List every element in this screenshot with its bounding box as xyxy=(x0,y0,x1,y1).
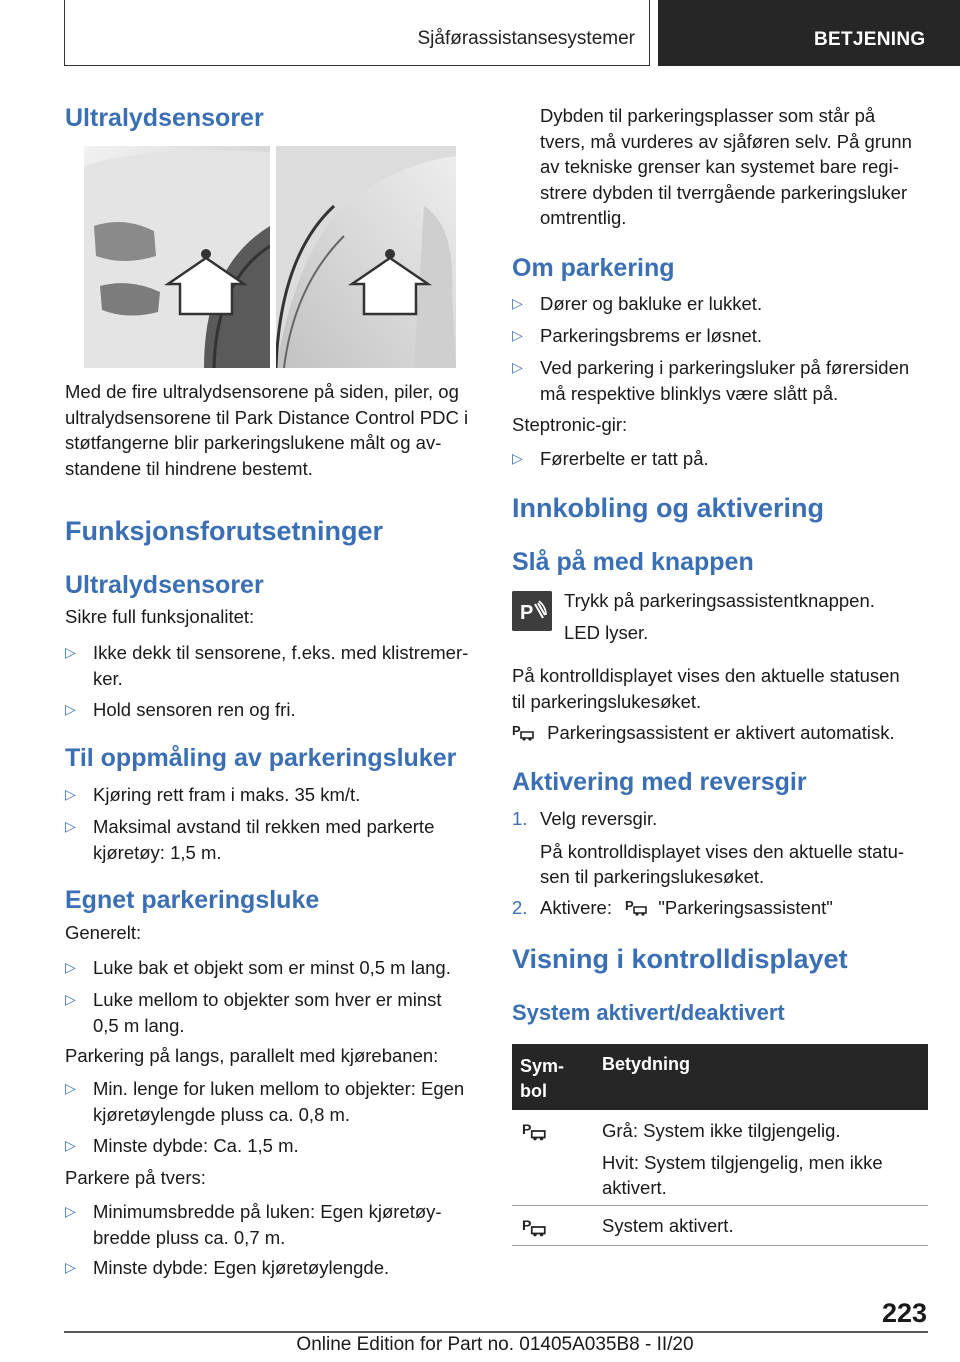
step-number: 2. xyxy=(512,897,528,918)
svg-text:P: P xyxy=(522,1121,532,1138)
bullet-triangle-icon: ▷ xyxy=(512,359,523,375)
list-item-text: Minimumsbredde på luken: Egen kjøretøy- xyxy=(93,1201,442,1222)
heading-egnet-parkeringsluke: Egnet parkeringsluke xyxy=(65,886,320,914)
list-item xyxy=(65,640,481,691)
paragraph-line: tvers, må vurderes av sjåføren selv. På grunn xyxy=(540,130,912,152)
bullet-triangle-icon: ▷ xyxy=(512,327,523,343)
text-auto-row xyxy=(512,720,932,746)
list-item-text: kjøretøylengde pluss ca. 0,8 m. xyxy=(93,1103,351,1125)
svg-text:P: P xyxy=(522,1217,532,1234)
figure-caption xyxy=(65,379,481,481)
paragraph-line: av tekniske grenser kan systemet bare regi- xyxy=(540,156,899,177)
header-chapter-title: BETJENING xyxy=(814,29,926,50)
list-item-text: Kjøring rett fram i maks. 35 km/t. xyxy=(93,784,361,805)
bullet-triangle-icon: ▷ xyxy=(65,959,76,975)
list-item-text: Luke mellom to objekter som hver er minst xyxy=(93,989,442,1010)
header-text: bol xyxy=(520,1081,547,1101)
heading-ultralydsensorer: Ultralydsensorer xyxy=(65,104,264,132)
text-tvers: Parkere på tvers: xyxy=(65,1167,206,1188)
list-item xyxy=(65,1133,481,1159)
bullet-triangle-icon: ▷ xyxy=(65,818,76,834)
paragraph-line: På kontrolldisplayet vises den aktuelle statusen xyxy=(512,665,900,686)
list-item-text: Min. lenge for luken mellom to objekter: Egen xyxy=(93,1078,465,1099)
step-item xyxy=(512,895,932,921)
bullet-triangle-icon: ▷ xyxy=(65,786,76,802)
paragraph-dybden xyxy=(540,103,932,231)
table-cell-text xyxy=(602,1118,883,1201)
table-cell-text: System aktivert. xyxy=(602,1215,734,1236)
list-item xyxy=(65,782,481,808)
list-item-text: Hold sensoren ren og fri. xyxy=(93,699,296,720)
parking-assistant-button-icon xyxy=(512,591,552,631)
text-led: LED lyser. xyxy=(564,622,649,643)
bullet-triangle-icon: ▷ xyxy=(512,295,523,311)
parking-assistant-icon xyxy=(625,897,649,917)
step-number: 1. xyxy=(512,808,528,829)
heading-visning: Visning i kontrolldisplayet xyxy=(512,944,848,974)
step-text: Aktivere: xyxy=(540,897,612,918)
header-section-box xyxy=(64,0,650,66)
header-section-title: Sjåførassistansesystemer xyxy=(417,28,635,49)
caption-line: standene til hindrene bestemt. xyxy=(65,457,313,479)
text-auto: Parkeringsassistent er aktivert automatisk. xyxy=(547,722,895,743)
list-item-text: bredde pluss ca. 0,7 m. xyxy=(93,1226,286,1248)
heading-funksjonsforutsetninger: Funksjonsforutsetninger xyxy=(65,516,384,546)
list-item xyxy=(65,1199,481,1250)
list-item-text: 0,5 m lang. xyxy=(93,1014,185,1036)
step-text: På kontrolldisplayet vises den aktuelle statu- xyxy=(540,840,905,862)
bullet-triangle-icon: ▷ xyxy=(65,1203,76,1219)
page-number: 223 xyxy=(882,1298,928,1328)
bullet-triangle-icon: ▷ xyxy=(65,1259,76,1275)
symbol-table xyxy=(512,1044,928,1246)
list-item-text: Minste dybde: Ca. 1,5 m. xyxy=(93,1135,299,1156)
text-sikre: Sikre full funksjonalitet: xyxy=(65,606,255,627)
footer-divider xyxy=(64,1331,928,1333)
table-header xyxy=(512,1044,928,1110)
list-item-text: Minste dybde: Egen kjøretøylengde. xyxy=(93,1257,390,1278)
list-item-text: ker. xyxy=(93,667,123,689)
bullet-triangle-icon: ▷ xyxy=(65,991,76,1007)
paragraph-line: strere dybden til tverrgående parkeringsluker xyxy=(540,181,908,203)
table-row xyxy=(512,1110,928,1206)
step-text: Velg reversgir. xyxy=(540,808,658,829)
list-item-text: Luke bak et objekt som er minst 0,5 m lang. xyxy=(93,957,451,978)
paragraph-line: Dybden til parkeringsplasser som står på xyxy=(540,105,876,126)
heading-om-parkering: Om parkering xyxy=(512,254,675,282)
cell-line: Hvit: System tilgjengelig, men ikke xyxy=(602,1151,883,1173)
bullet-triangle-icon: ▷ xyxy=(65,1137,76,1153)
parking-assistant-icon xyxy=(522,1120,548,1142)
step-text: sen til parkeringslukesøket. xyxy=(540,866,765,887)
step-text: "Parkeringsassistent" xyxy=(658,897,833,918)
list-item-text: Førerbelte er tatt på. xyxy=(540,448,709,469)
bullet-triangle-icon: ▷ xyxy=(512,450,523,466)
caption-line: støtfangerne blir parkeringslukene målt og av- xyxy=(65,432,442,453)
parking-assistant-active-icon xyxy=(522,1216,548,1238)
list-item-text: Parkeringsbrems er løsnet. xyxy=(540,325,763,346)
cell-line: Grå: System ikke tilgjengelig. xyxy=(602,1120,841,1141)
text-trykk: Trykk på parkeringsassistentknappen. xyxy=(564,590,875,611)
table-row xyxy=(512,1206,928,1246)
header-chapter-box xyxy=(658,0,960,66)
list-item-text: må respektive blinklys være slått på. xyxy=(540,382,839,404)
list-item-text: Ikke dekk til sensorene, f.eks. med klistremer- xyxy=(93,642,469,663)
list-item xyxy=(512,323,932,349)
table-header-symbol xyxy=(520,1054,564,1104)
list-item xyxy=(65,987,481,1038)
caption-line: Med de fire ultralydsensorene på siden, piler, og xyxy=(65,381,459,402)
list-item-text: kjøretøy: 1,5 m. xyxy=(93,841,222,863)
text-steptronic: Steptronic-gir: xyxy=(512,414,628,435)
table-header-betydning: Betydning xyxy=(602,1054,690,1074)
step-text-row xyxy=(540,895,932,921)
heading-ultralydsensorer-2: Ultralydsensorer xyxy=(65,571,264,599)
list-item-text: Ved parkering i parkeringsluker på førersiden xyxy=(540,357,910,378)
list-item xyxy=(65,697,481,723)
paragraph-line: til parkeringslukesøket. xyxy=(512,690,702,712)
svg-text:P: P xyxy=(625,898,634,913)
bullet-triangle-icon: ▷ xyxy=(65,644,76,660)
cell-line: aktivert. xyxy=(602,1177,667,1198)
header-text: Sym- xyxy=(520,1056,565,1076)
list-item-text: Dører og bakluke er lukket. xyxy=(540,293,763,314)
heading-innkobling: Innkobling og aktivering xyxy=(512,493,825,523)
list-item xyxy=(65,814,481,865)
svg-text:P: P xyxy=(512,723,521,738)
list-item xyxy=(512,291,932,317)
paragraph-kontrolldisplay xyxy=(512,663,932,714)
bullet-triangle-icon: ▷ xyxy=(65,701,76,717)
heading-system-aktivert: System aktivert/deaktivert xyxy=(512,1000,785,1025)
svg-text:P: P xyxy=(520,602,534,624)
list-item-text: Maksimal avstand til rekken med parkerte xyxy=(93,816,435,837)
bullet-triangle-icon: ▷ xyxy=(65,1080,76,1096)
list-item xyxy=(65,1255,481,1281)
heading-sla-pa: Slå på med knappen xyxy=(512,548,754,576)
ultrasonic-sensor-illustration xyxy=(84,146,456,368)
footer-edition: Online Edition for Part no. 01405A035B8 - II/20 xyxy=(296,1334,694,1355)
list-item xyxy=(512,446,932,472)
text-langs: Parkering på langs, parallelt med kjørebanen: xyxy=(65,1045,439,1066)
list-item xyxy=(65,955,481,981)
text-generelt: Generelt: xyxy=(65,922,142,943)
heading-aktivering-reversgir: Aktivering med reversgir xyxy=(512,768,807,796)
list-item xyxy=(512,355,932,406)
step-item xyxy=(512,806,932,890)
paragraph-line: omtrentlig. xyxy=(540,207,627,228)
heading-til-oppmaling: Til oppmåling av parkeringsluker xyxy=(65,744,457,772)
caption-line: ultralydsensorene til Park Distance Control PDC i xyxy=(65,406,469,428)
list-item xyxy=(65,1076,481,1127)
parking-assistant-icon xyxy=(512,722,536,742)
